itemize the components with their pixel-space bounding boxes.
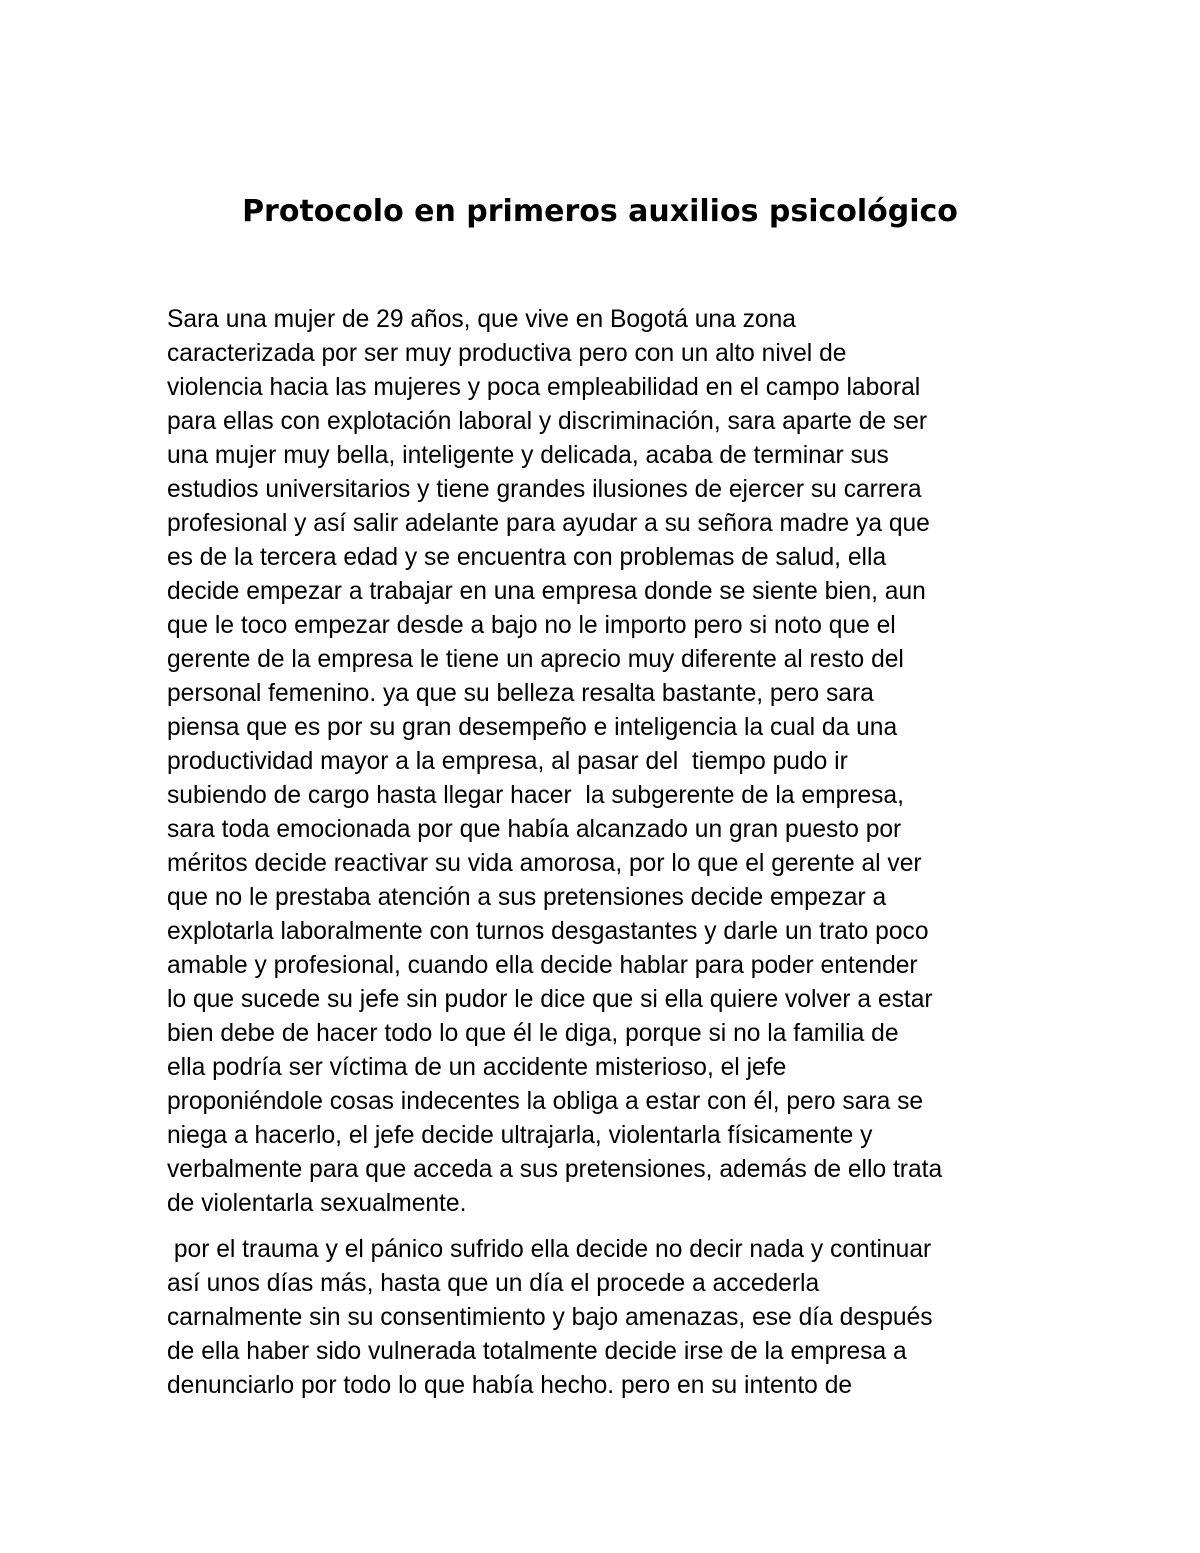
- text-line: violencia hacia las mujeres y poca empleabilidad en el campo laboral: [167, 374, 921, 401]
- text-line: explotarla laboralmente con turnos desgastantes y darle un trato poco: [167, 918, 929, 945]
- text-line: que no le prestaba atención a sus pretensiones decide empezar a: [167, 884, 887, 911]
- text-line: decide empezar a trabajar en una empresa donde se siente bien, aun: [167, 578, 926, 605]
- text-line: caracterizada por ser muy productiva pero con un alto nivel de: [167, 340, 847, 367]
- paragraph-1: [167, 303, 1047, 1221]
- text-line: méritos decide reactivar su vida amorosa, por lo que el gerente al ver: [167, 850, 922, 877]
- text-line: bien debe de hacer todo lo que él le diga, porque si no la familia de: [167, 1020, 899, 1047]
- text-line: por el trauma y el pánico sufrido ella decide no decir nada y continuar: [167, 1236, 932, 1263]
- text-line: niega a hacerlo, el jefe decide ultrajarla, violentarla físicamente y: [167, 1122, 873, 1149]
- paragraph-2: [167, 1233, 1047, 1403]
- text-line: lo que sucede su jefe sin pudor le dice que si ella quiere volver a estar: [167, 986, 933, 1013]
- document-title: Protocolo en primeros auxilios psicológico: [242, 194, 958, 229]
- text-line: productividad mayor a la empresa, al pasar del tiempo pudo ir: [167, 748, 848, 775]
- text-line: de ella haber sido vulnerada totalmente decide irse de la empresa a: [167, 1338, 907, 1365]
- text-line: carnalmente sin su consentimiento y bajo amenazas, ese día después: [167, 1304, 933, 1331]
- text-line: de violentarla sexualmente.: [167, 1190, 467, 1217]
- paragraph-spacer: [167, 1221, 1047, 1233]
- text-line: gerente de la empresa le tiene un aprecio muy diferente al resto del: [167, 646, 904, 673]
- text-line: Sara una mujer de 29 años, que vive en Bogotá una zona: [167, 306, 796, 333]
- text-line: para ellas con explotación laboral y discriminación, sara aparte de ser: [167, 408, 928, 435]
- text-line: piensa que es por su gran desempeño e inteligencia la cual da una: [167, 714, 898, 741]
- text-line: verbalmente para que acceda a sus pretensiones, además de ello trata: [167, 1156, 943, 1183]
- text-line: amable y profesional, cuando ella decide hablar para poder entender: [167, 952, 918, 979]
- text-line: que le toco empezar desde a bajo no le importo pero si noto que el: [167, 612, 896, 639]
- text-line: ella podría ser víctima de un accidente misterioso, el jefe: [167, 1054, 787, 1081]
- text-line: sara toda emocionada por que había alcanzado un gran puesto por: [167, 816, 902, 843]
- text-line: es de la tercera edad y se encuentra con problemas de salud, ella: [167, 544, 887, 571]
- text-line: personal femenino. ya que su belleza resalta bastante, pero sara: [167, 680, 874, 707]
- text-line: denunciarlo por todo lo que había hecho. pero en su intento de: [167, 1372, 853, 1399]
- text-line: subiendo de cargo hasta llegar hacer la subgerente de la empresa,: [167, 782, 904, 809]
- text-line: profesional y así salir adelante para ayudar a su señora madre ya que: [167, 510, 930, 537]
- text-line: estudios universitarios y tiene grandes ilusiones de ejercer su carrera: [167, 476, 922, 503]
- text-line: una mujer muy bella, inteligente y delicada, acaba de terminar sus: [167, 442, 889, 469]
- text-line: así unos días más, hasta que un día el procede a accederla: [167, 1270, 820, 1297]
- document-body: [167, 303, 1047, 1403]
- text-line: proponiéndole cosas indecentes la obliga a estar con él, pero sara se: [167, 1088, 924, 1115]
